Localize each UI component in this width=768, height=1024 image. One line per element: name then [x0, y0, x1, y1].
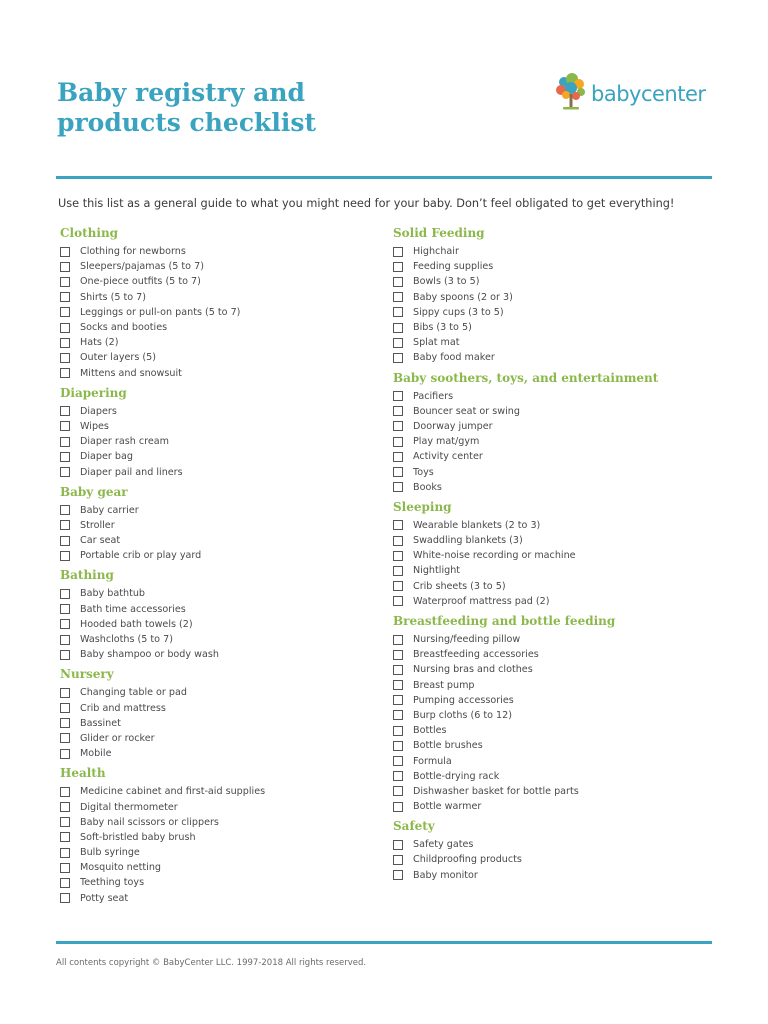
checklist-item — [393, 769, 713, 784]
checklist-item-label: Washcloths (5 to 7) — [80, 634, 173, 646]
section-title: Bathing — [60, 568, 114, 583]
checklist-item — [393, 389, 713, 404]
checklist-item — [393, 594, 713, 609]
intro-text: Use this list as a general guide to what you might need for your baby. Don’t feel obligated to get everything! — [58, 197, 675, 210]
checklist-item — [60, 366, 380, 381]
checklist-item — [60, 464, 380, 479]
checkbox[interactable] — [60, 703, 70, 713]
checklist-item — [393, 579, 713, 594]
checkbox[interactable] — [60, 437, 70, 447]
checklist-item-label: Mobile — [80, 748, 112, 760]
checklist-item-label: Splat mat — [413, 337, 460, 349]
checklist-item-label: Diaper bag — [80, 451, 133, 463]
section-solid-feeding — [393, 225, 713, 366]
checklist — [393, 244, 713, 366]
checklist-item-label: Stroller — [80, 519, 115, 531]
checkbox[interactable] — [60, 452, 70, 462]
checklist — [393, 518, 713, 609]
checklist-item — [60, 290, 380, 305]
title-line-2: products checklist — [57, 108, 316, 137]
checkbox[interactable] — [393, 771, 403, 781]
checkbox[interactable] — [60, 604, 70, 614]
checklist-item-label: Sippy cups (3 to 5) — [413, 306, 504, 318]
checkbox[interactable] — [60, 619, 70, 629]
checkbox[interactable] — [393, 353, 403, 363]
checklist-item-label: Clothing for newborns — [80, 246, 186, 258]
title-line-1: Baby registry and — [57, 78, 305, 107]
checkbox[interactable] — [393, 262, 403, 272]
checklist-item — [393, 320, 713, 335]
checklist-item-label: Bath time accessories — [80, 603, 186, 615]
checklist-item — [60, 845, 380, 860]
checkbox[interactable] — [393, 855, 403, 865]
checklist-item — [60, 274, 380, 289]
checklist-item — [60, 746, 380, 761]
checklist-item-label: Diaper rash cream — [80, 436, 170, 448]
checkbox[interactable] — [393, 482, 403, 492]
checkbox[interactable] — [60, 802, 70, 812]
checkbox[interactable] — [60, 832, 70, 842]
checklist-item-label: Feeding supplies — [413, 261, 494, 273]
checkbox[interactable] — [60, 551, 70, 561]
checkbox[interactable] — [393, 680, 403, 690]
section-health — [60, 765, 380, 906]
checklist-item — [60, 335, 380, 350]
checklist-item-label: Sleepers/pajamas (5 to 7) — [80, 261, 204, 273]
checkbox[interactable] — [60, 817, 70, 827]
checklist-item — [60, 784, 380, 799]
checklist-item — [393, 335, 713, 350]
checklist-item-label: Toys — [413, 466, 434, 478]
checklist — [393, 389, 713, 495]
checklist-item-label: Shirts (5 to 7) — [80, 291, 147, 303]
checklist-item-label: Leggings or pull-on pants (5 to 7) — [80, 306, 241, 318]
checkbox[interactable] — [393, 452, 403, 462]
checklist-item-label: Baby food maker — [413, 352, 495, 364]
left-column — [60, 225, 380, 910]
checklist-item-label: Baby bathtub — [80, 588, 146, 600]
checkbox[interactable] — [393, 581, 403, 591]
checkbox[interactable] — [393, 710, 403, 720]
checklist-item — [393, 678, 713, 693]
checkbox[interactable] — [60, 338, 70, 348]
checklist-item-label: Diapers — [80, 405, 117, 417]
checklist-item — [393, 533, 713, 548]
checklist-item — [60, 632, 380, 647]
checklist-item — [393, 647, 713, 662]
checklist-item-label: Doorway jumper — [413, 420, 493, 432]
checklist-item — [393, 563, 713, 578]
checklist-item — [60, 860, 380, 875]
checkbox[interactable] — [393, 536, 403, 546]
checklist-item-label: Bulb syringe — [80, 847, 140, 859]
checklist-item-label: Activity center — [413, 451, 483, 463]
checklist-item-label: Nightlight — [413, 565, 461, 577]
checklist-item-label: Outer layers (5) — [80, 352, 156, 364]
checklist-item-label: Crib sheets (3 to 5) — [413, 580, 506, 592]
checklist-item-label: Digital thermometer — [80, 801, 178, 813]
checkbox[interactable] — [393, 421, 403, 431]
checklist-item — [393, 784, 713, 799]
checklist-item — [60, 244, 380, 259]
checklist-item — [60, 503, 380, 518]
checkbox[interactable] — [60, 323, 70, 333]
checklist — [60, 685, 380, 761]
checklist-item-label: Hooded bath towels (2) — [80, 618, 193, 630]
checklist-item — [60, 617, 380, 632]
checkbox[interactable] — [60, 893, 70, 903]
section-title: Solid Feeding — [393, 226, 485, 240]
checklist-item-label: Mosquito netting — [80, 862, 162, 874]
checklist-item-label: Bassinet — [80, 717, 121, 729]
checklist-item-label: Waterproof mattress pad (2) — [413, 595, 550, 607]
checklist-item-label: Portable crib or play yard — [80, 550, 202, 562]
footer-divider — [56, 941, 712, 944]
checklist-item — [393, 632, 713, 647]
checklist-item — [60, 350, 380, 365]
checkbox[interactable] — [393, 596, 403, 606]
checklist-item — [60, 731, 380, 746]
checklist-item-label: Books — [413, 481, 442, 493]
checklist-item — [393, 837, 713, 852]
checklist-item — [60, 891, 380, 906]
checklist-item — [60, 548, 380, 563]
checkbox[interactable] — [60, 520, 70, 530]
checklist-item — [60, 602, 380, 617]
checkbox[interactable] — [393, 277, 403, 287]
checklist-item-label: Mittens and snowsuit — [80, 367, 182, 379]
checkbox[interactable] — [60, 467, 70, 477]
section-title: Health — [60, 766, 106, 781]
checkbox[interactable] — [60, 277, 70, 287]
checklist-item-label: Nursing bras and clothes — [413, 664, 533, 676]
checkbox[interactable] — [60, 863, 70, 873]
logo-wordmark: babycenter — [591, 82, 706, 106]
checklist-item-label: Formula — [413, 755, 452, 767]
checkbox[interactable] — [60, 247, 70, 257]
checklist-item — [393, 662, 713, 677]
section-title: Diapering — [60, 385, 127, 400]
checklist-item — [393, 548, 713, 563]
checklist-item-label: Dishwasher basket for bottle parts — [413, 785, 579, 797]
checklist-item-label: One-piece outfits (5 to 7) — [80, 276, 201, 288]
checklist-item-label: Baby spoons (2 or 3) — [413, 291, 513, 303]
checklist-item-label: Bottle warmer — [413, 801, 482, 813]
checklist-item — [393, 708, 713, 723]
section-title: Safety — [393, 819, 435, 834]
section-clothing — [60, 225, 380, 381]
checklist-item-label: Glider or rocker — [80, 732, 155, 744]
checklist-item-label: Burp cloths (6 to 12) — [413, 709, 512, 721]
section-breastfeeding-and-bottle-feeding — [393, 613, 713, 814]
checklist-item — [393, 404, 713, 419]
checklist-item — [393, 305, 713, 320]
checklist-item — [60, 449, 380, 464]
checklist-item — [393, 464, 713, 479]
checkbox[interactable] — [60, 688, 70, 698]
checklist-item — [60, 533, 380, 548]
checkbox[interactable] — [393, 391, 403, 401]
checkbox[interactable] — [60, 650, 70, 660]
babycenter-logo — [554, 72, 724, 112]
checkbox[interactable] — [393, 247, 403, 257]
checklist-item-label: Pumping accessories — [413, 694, 514, 706]
checklist-item — [393, 350, 713, 365]
checklist-item-label: Swaddling blankets (3) — [413, 535, 523, 547]
checklist-item — [60, 799, 380, 814]
checklist-item-label: Highchair — [413, 246, 459, 258]
checkbox[interactable] — [393, 406, 403, 416]
checklist-item-label: Safety gates — [413, 839, 474, 851]
checkbox[interactable] — [393, 323, 403, 333]
section-title: Breastfeeding and bottle feeding — [393, 613, 616, 628]
checklist-item-label: Breast pump — [413, 679, 475, 691]
checklist — [60, 784, 380, 906]
checkbox[interactable] — [393, 551, 403, 561]
checklist-item-label: White-noise recording or machine — [413, 550, 576, 562]
checkbox[interactable] — [393, 870, 403, 880]
checkbox[interactable] — [60, 848, 70, 858]
checklist-item-label: Play mat/gym — [413, 436, 480, 448]
checklist-item — [393, 434, 713, 449]
checklist-item — [60, 434, 380, 449]
tree-logo-icon — [554, 72, 588, 112]
checkbox[interactable] — [393, 566, 403, 576]
checklist-item — [393, 738, 713, 753]
checklist-item — [393, 868, 713, 883]
checkbox[interactable] — [393, 756, 403, 766]
checkbox[interactable] — [393, 695, 403, 705]
checkbox[interactable] — [60, 635, 70, 645]
checklist-item — [393, 480, 713, 495]
checklist-item-label: Bottle-drying rack — [413, 770, 500, 782]
checklist-item-label: Bouncer seat or swing — [413, 405, 520, 417]
section-title: Clothing — [60, 226, 119, 240]
checklist-item — [393, 274, 713, 289]
checklist-item — [393, 723, 713, 738]
checklist-item-label: Hats (2) — [80, 337, 119, 349]
checklist-item-label: Nursing/feeding pillow — [413, 634, 521, 646]
checkbox[interactable] — [60, 749, 70, 759]
section-title: Sleeping — [393, 499, 452, 514]
checkbox[interactable] — [60, 406, 70, 416]
section-bathing — [60, 567, 380, 662]
checklist-item — [393, 449, 713, 464]
checklist-item — [60, 875, 380, 890]
checklist-item-label: Diaper pail and liners — [80, 466, 183, 478]
checklist-item-label: Baby monitor — [413, 869, 478, 881]
checkbox[interactable] — [393, 338, 403, 348]
checkbox[interactable] — [60, 733, 70, 743]
checklist-item-label: Bibs (3 to 5) — [413, 322, 472, 334]
checkbox[interactable] — [60, 536, 70, 546]
section-title: Baby gear — [60, 484, 128, 499]
checklist-item — [60, 320, 380, 335]
checklist-item — [393, 852, 713, 867]
checklist — [60, 404, 380, 480]
checklist-item — [60, 404, 380, 419]
checkbox[interactable] — [60, 589, 70, 599]
checklist-item — [393, 799, 713, 814]
checklist-item-label: Changing table or pad — [80, 687, 187, 699]
checkbox[interactable] — [60, 307, 70, 317]
checklist — [60, 503, 380, 564]
checklist-item — [60, 586, 380, 601]
checkbox[interactable] — [393, 520, 403, 530]
checkbox[interactable] — [393, 840, 403, 850]
checklist-item-label: Breastfeeding accessories — [413, 649, 539, 661]
checkbox[interactable] — [60, 878, 70, 888]
checklist-item — [60, 647, 380, 662]
checklist-item-label: Wipes — [80, 420, 109, 432]
page-title — [57, 78, 377, 138]
checkbox[interactable] — [393, 635, 403, 645]
checklist — [60, 244, 380, 381]
checkbox[interactable] — [393, 650, 403, 660]
checklist-item-label: Bottle brushes — [413, 740, 483, 752]
checklist — [393, 632, 713, 814]
checklist — [393, 837, 713, 883]
checklist-item — [60, 419, 380, 434]
section-title: Nursery — [60, 667, 114, 682]
header-divider — [56, 176, 712, 179]
checklist-item-label: Bowls (3 to 5) — [413, 276, 480, 288]
section-sleeping — [393, 499, 713, 609]
checklist-item-label: Medicine cabinet and first-aid supplies — [80, 786, 266, 798]
checklist-item-label: Baby shampoo or body wash — [80, 649, 219, 661]
checkbox[interactable] — [60, 505, 70, 515]
checkbox[interactable] — [60, 292, 70, 302]
footer-copyright: All contents copyright © BabyCenter LLC. 1997-2018 All rights reserved. — [56, 958, 367, 968]
section-diapering — [60, 385, 380, 480]
section-safety — [393, 818, 713, 883]
checkbox[interactable] — [60, 421, 70, 431]
checklist-item-label: Wearable blankets (2 to 3) — [413, 519, 541, 531]
checklist-item — [60, 685, 380, 700]
checklist-item-label: Baby nail scissors or clippers — [80, 816, 219, 828]
checkbox[interactable] — [393, 786, 403, 796]
checklist-item — [393, 259, 713, 274]
checklist-item — [60, 815, 380, 830]
checklist-item — [393, 693, 713, 708]
checklist-item — [60, 716, 380, 731]
checklist-item-label: Pacifiers — [413, 390, 454, 402]
checklist-item — [393, 753, 713, 768]
checkbox[interactable] — [393, 437, 403, 447]
checklist-item-label: Car seat — [80, 535, 121, 547]
checkbox[interactable] — [60, 262, 70, 272]
checklist-item-label: Baby carrier — [80, 504, 139, 516]
checklist-item-label: Socks and booties — [80, 322, 168, 334]
section-baby-soothers-toys-and-entertainment — [393, 370, 713, 495]
section-nursery — [60, 666, 380, 761]
checklist-item — [60, 701, 380, 716]
checkbox[interactable] — [60, 353, 70, 363]
right-column — [393, 225, 713, 887]
checkbox[interactable] — [393, 292, 403, 302]
checkbox[interactable] — [393, 467, 403, 477]
checkbox[interactable] — [393, 726, 403, 736]
checkbox[interactable] — [393, 665, 403, 675]
checklist-item-label: Bottles — [413, 725, 447, 737]
checklist-item-label: Teething toys — [80, 877, 145, 889]
checkbox[interactable] — [393, 741, 403, 751]
checklist-item — [60, 305, 380, 320]
checkbox[interactable] — [60, 787, 70, 797]
checklist-item-label: Childproofing products — [413, 854, 522, 866]
checklist-item — [393, 290, 713, 305]
checklist-item — [393, 419, 713, 434]
section-baby-gear — [60, 484, 380, 564]
checklist-item — [393, 518, 713, 533]
checkbox[interactable] — [393, 307, 403, 317]
checklist-item — [60, 259, 380, 274]
checklist-item-label: Crib and mattress — [80, 702, 166, 714]
checklist-item-label: Soft-bristled baby brush — [80, 831, 196, 843]
checklist-item — [60, 518, 380, 533]
checklist-item — [60, 830, 380, 845]
checkbox[interactable] — [60, 368, 70, 378]
checkbox[interactable] — [60, 718, 70, 728]
checklist-item-label: Potty seat — [80, 892, 129, 904]
checklist-item — [393, 244, 713, 259]
checklist — [60, 586, 380, 662]
checkbox[interactable] — [393, 802, 403, 812]
section-title: Baby soothers, toys, and entertainment — [393, 370, 659, 385]
